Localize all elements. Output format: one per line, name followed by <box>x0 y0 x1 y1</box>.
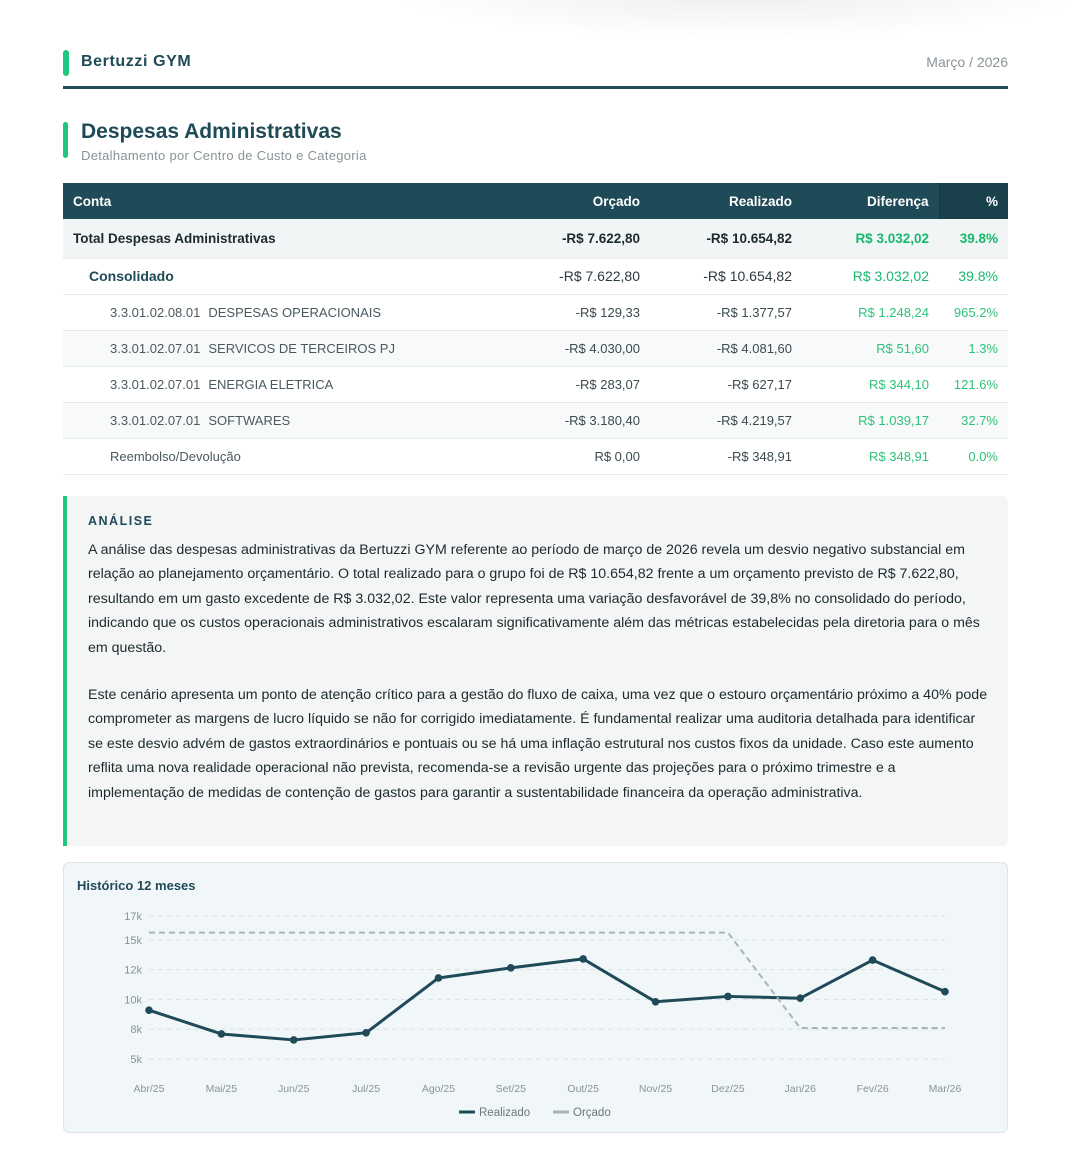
total-conta: Total Despesas Administrativas <box>63 219 523 258</box>
account-code: 3.3.01.02.08.01 <box>110 304 201 320</box>
data-point <box>652 998 660 1006</box>
row-pct: 0.0% <box>939 438 1008 474</box>
account-name: DESPESAS OPERACIONAIS <box>208 304 382 320</box>
account-name: SERVICOS DE TERCEIROS PJ <box>208 340 395 356</box>
total-diferenca: R$ 3.032,02 <box>802 219 939 258</box>
group-row <box>63 258 1008 294</box>
x-tick-label: Jul/25 <box>352 1083 381 1095</box>
x-tick-label: Fev/26 <box>856 1083 889 1095</box>
account-code: 3.3.01.02.07.01 <box>110 376 201 392</box>
col-header-orcado: Orçado <box>523 183 650 219</box>
y-tick-label: 5k <box>130 1054 142 1066</box>
row-pct: 32.7% <box>939 402 1008 438</box>
analysis-box <box>63 496 1008 846</box>
x-tick-label: Out/25 <box>567 1083 599 1095</box>
row-conta <box>63 438 523 474</box>
row-pct: 965.2% <box>939 294 1008 330</box>
data-point <box>290 1036 298 1044</box>
col-header-diferenca: Diferença <box>802 183 939 219</box>
data-point <box>579 955 587 963</box>
analysis-paragraph: A análise das despesas administrativas da Bertuzzi GYM referente ao período de março de 2026 revela um desvio negativo substancial em relação ao planejamento orçamentário. O total realizado para o grupo foi de R$ 10.654,82 frente a um orçamento previsto de R$ 7.622,80, resultando em um gasto excedente de R$ 3.032,02. Este valor representa uma variação desfavorável de 39,8% no consolidado do período, indicando que os custos operacionais administrativos escalaram significativamente além das métricas estabelecidas pela diretoria para o mês em questão. <box>88 542 980 656</box>
col-header-conta: Conta <box>63 183 523 219</box>
row-orcado: -R$ 3.180,40 <box>523 402 650 438</box>
data-point <box>362 1029 370 1037</box>
page-shadow <box>380 0 1072 40</box>
data-point <box>724 993 732 1001</box>
legend-label: Realizado <box>479 1107 531 1119</box>
table-row <box>63 438 1008 474</box>
data-point <box>145 1006 153 1014</box>
row-realizado: -R$ 348,91 <box>650 438 802 474</box>
x-tick-label: Mar/26 <box>928 1083 962 1095</box>
table-row <box>63 294 1008 330</box>
row-diferenca: R$ 1.248,24 <box>802 294 939 330</box>
report-period: Março / 2026 <box>926 54 1008 70</box>
row-conta <box>63 366 523 402</box>
row-pct: 121.6% <box>939 366 1008 402</box>
group-diferenca: R$ 3.032,02 <box>802 258 939 294</box>
group-conta: Consolidado <box>63 258 523 294</box>
row-orcado: -R$ 4.030,00 <box>523 330 650 366</box>
row-orcado: -R$ 129,33 <box>523 294 650 330</box>
analysis-label: ANÁLISE <box>88 514 154 528</box>
x-tick-label: Mai/25 <box>205 1083 238 1095</box>
group-pct: 39.8% <box>939 258 1008 294</box>
x-tick-label: Dez/25 <box>711 1083 745 1095</box>
total-row <box>63 219 1008 258</box>
row-realizado: -R$ 4.219,57 <box>650 402 802 438</box>
series-line-orçado <box>149 933 945 1028</box>
x-tick-label: Ago/25 <box>421 1083 456 1095</box>
row-diferenca: R$ 51,60 <box>802 330 939 366</box>
brand-accent-bar <box>63 50 69 76</box>
section-subtitle: Detalhamento por Centro de Custo e Categoria <box>81 148 367 163</box>
chart-title: Histórico 12 meses <box>77 878 196 893</box>
data-point <box>218 1030 226 1038</box>
data-point <box>507 964 515 972</box>
row-orcado: R$ 0,00 <box>523 438 650 474</box>
account-code: 3.3.01.02.07.01 <box>110 340 201 356</box>
row-orcado: -R$ 283,07 <box>523 366 650 402</box>
y-tick-label: 10k <box>124 994 142 1007</box>
table-row <box>63 366 1008 402</box>
row-diferenca: R$ 348,91 <box>802 438 939 474</box>
data-point <box>941 988 949 996</box>
history-line-chart <box>64 863 1009 1134</box>
row-realizado: -R$ 627,17 <box>650 366 802 402</box>
x-tick-label: Jan/26 <box>784 1083 817 1095</box>
section-title: Despesas Administrativas <box>81 120 342 143</box>
report-header <box>63 49 1008 89</box>
data-point <box>435 974 443 982</box>
legend-label: Orçado <box>573 1107 611 1119</box>
expenses-table <box>63 183 1008 475</box>
brand-name: Bertuzzi GYM <box>81 53 192 70</box>
title-accent-bar <box>63 122 68 158</box>
account-name: Reembolso/Devolução <box>110 448 241 464</box>
data-point <box>869 956 877 964</box>
x-tick-label: Nov/25 <box>638 1083 673 1095</box>
row-pct: 1.3% <box>939 330 1008 366</box>
x-tick-label: Jun/25 <box>277 1083 310 1095</box>
table-row <box>63 330 1008 366</box>
table-header-row <box>63 183 1008 219</box>
total-pct: 39.8% <box>939 219 1008 258</box>
account-code: 3.3.01.02.07.01 <box>110 412 201 428</box>
x-tick-label: Set/25 <box>495 1083 526 1095</box>
table-row <box>63 402 1008 438</box>
total-realizado: -R$ 10.654,82 <box>650 219 802 258</box>
row-realizado: -R$ 1.377,57 <box>650 294 802 330</box>
group-orcado: -R$ 7.622,80 <box>523 258 650 294</box>
row-conta <box>63 294 523 330</box>
y-tick-label: 12k <box>124 964 142 977</box>
col-header-realizado: Realizado <box>650 183 802 219</box>
x-tick-label: Abr/25 <box>133 1083 165 1095</box>
analysis-paragraph: Este cenário apresenta um ponto de atenção crítico para a gestão do fluxo de caixa, uma vez que o estouro orçamentário próximo a 40% pode comprometer as margens de lucro líquido se não for corrigido imediatamente. É fundamental realizar uma auditoria detalhada para identificar se este desvio advém de gastos extraordinários e pontuais ou se há uma inflação estrutural nos custos fixos da unidade. Caso este aumento reflita uma nova realidade operacional não prevista, recomenda-se a revisão urgente das projeções para o próximo trimestre e a implementação de medidas de contenção de gastos para garantir a sustentabilidade financeira da operação administrativa. <box>88 687 988 801</box>
account-name: ENERGIA ELETRICA <box>208 376 334 392</box>
row-diferenca: R$ 344,10 <box>802 366 939 402</box>
row-realizado: -R$ 4.081,60 <box>650 330 802 366</box>
total-orcado: -R$ 7.622,80 <box>523 219 650 258</box>
row-conta <box>63 330 523 366</box>
y-tick-label: 17k <box>124 911 142 923</box>
row-conta <box>63 402 523 438</box>
row-diferenca: R$ 1.039,17 <box>802 402 939 438</box>
data-point <box>796 994 804 1002</box>
y-tick-label: 8k <box>130 1024 142 1037</box>
group-realizado: -R$ 10.654,82 <box>650 258 802 294</box>
account-name: SOFTWARES <box>208 412 291 428</box>
y-tick-label: 15k <box>124 934 142 947</box>
col-header-pct: % <box>939 183 1008 219</box>
history-chart-card <box>63 862 1008 1133</box>
